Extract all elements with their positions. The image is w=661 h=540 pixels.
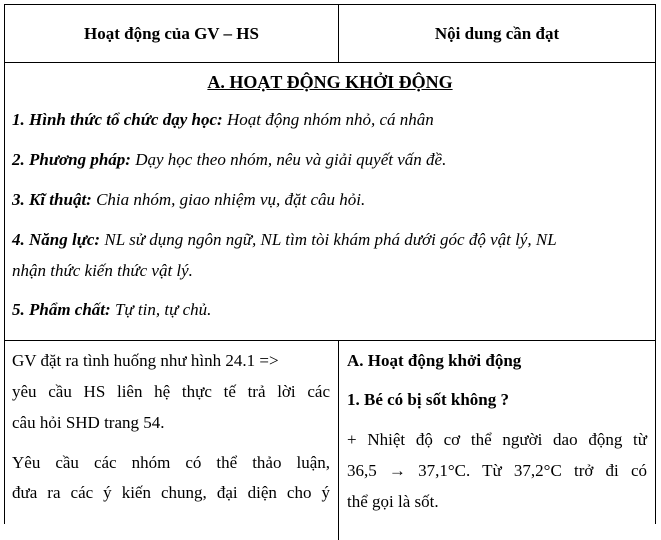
activity-row <box>5 340 655 540</box>
item-quality: 5. Phẩm chất: Tự tin, tự chủ. <box>12 300 212 319</box>
item-organization: 1. Hình thức tổ chức dạy học: Hoạt động nhóm nhỏ, cá nhân <box>12 110 434 129</box>
item-method: 2. Phương pháp: Dạy học theo nhóm, nêu và giải quyết vấn đề. <box>12 150 447 169</box>
item-competence: 4. Năng lực: NL sử dụng ngôn ngữ, NL tìm tòi khám phá dưới góc độ vật lý, NL <box>12 230 557 249</box>
left-line-4: Yêu cầu các nhóm có thể thảo luận, <box>12 453 330 472</box>
expected-content-cell <box>339 340 655 540</box>
startup-section <box>5 62 655 341</box>
table-header-row <box>5 5 655 63</box>
left-line-1: GV đặt ra tình huống như hình 24.1 => <box>12 351 279 370</box>
content-line-2: 36,5 → 37,1°C. Từ 37,2°C trở đi có <box>347 461 647 480</box>
content-heading: A. Hoạt động khởi động <box>347 351 522 370</box>
lesson-table <box>4 4 656 524</box>
content-line-3: thể gọi là sốt. <box>347 492 439 511</box>
item-technique: 3. Kĩ thuật: Chia nhóm, giao nhiệm vụ, đặt câu hỏi. <box>12 190 366 209</box>
header-activities: Hoạt động của GV – HS <box>5 5 339 62</box>
section-title: A. HOẠT ĐỘNG KHỞI ĐỘNG <box>207 72 453 92</box>
left-line-5: đưa ra các ý kiến chung, đại diện cho ý <box>12 483 330 502</box>
header-content: Nội dung cần đạt <box>434 23 560 43</box>
item-competence-cont: nhận thức kiến thức vật lý. <box>12 261 193 280</box>
content-line-1: + Nhiệt độ cơ thể người dao động từ <box>347 430 647 449</box>
content-question: 1. Bé có bị sốt không ? <box>347 390 509 409</box>
left-line-3: câu hỏi SHD trang 54. <box>12 413 165 432</box>
left-line-2: yêu cầu HS liên hệ thực tế trả lời các <box>12 382 330 401</box>
teacher-student-activity-cell <box>5 340 339 540</box>
